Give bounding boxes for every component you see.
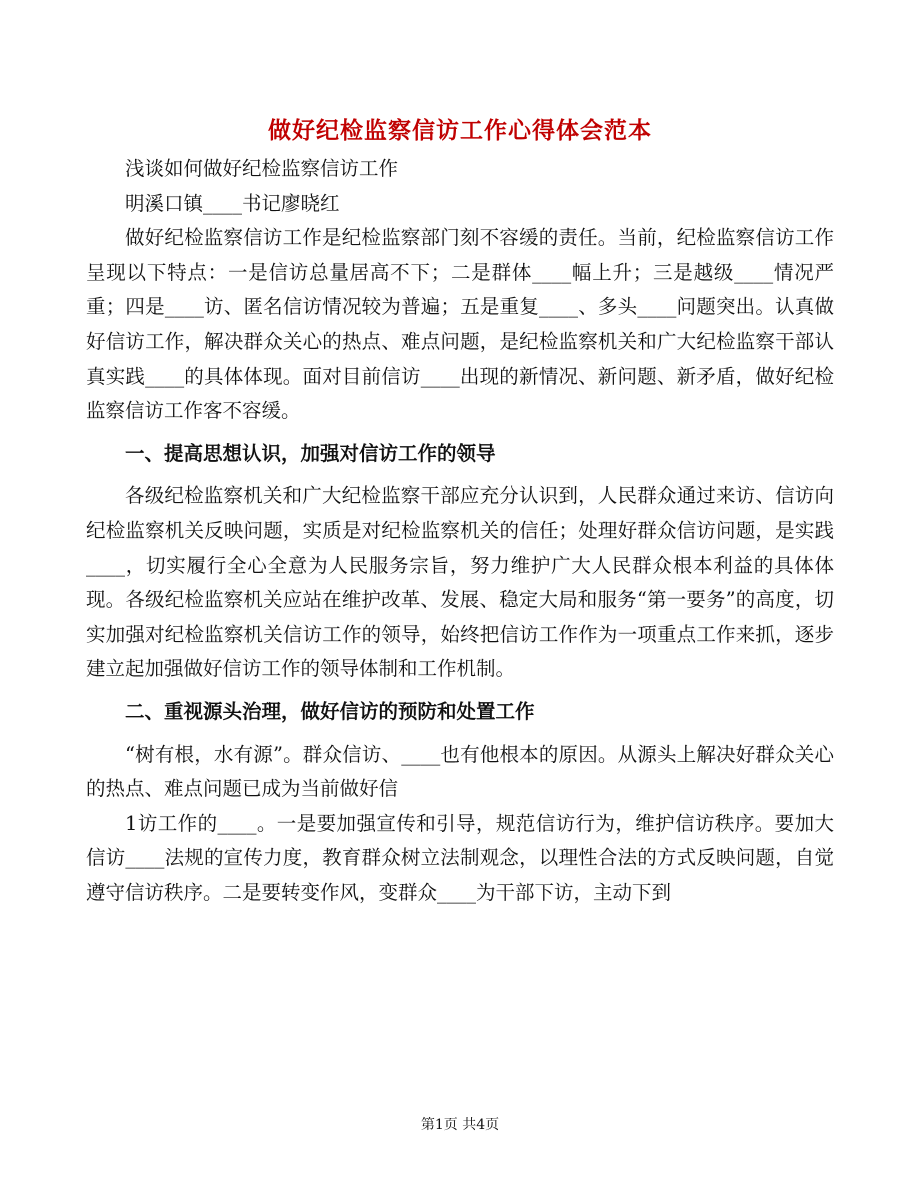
body-paragraph: “树有根，水有源”。群众信访、____也有他根本的原因。从源头上解决好群众关心的热点、难点问题已成为当前做好信 xyxy=(86,742,834,801)
section-heading: 二、重视源头治理，做好信访的预防和处置工作 xyxy=(125,699,535,723)
body-paragraph: 各级纪检监察机关和广大纪检监察干部应充分认识到，人民群众通过来访、信访向纪检监察机关反映问题，实质是对纪检监察机关的信任；处理好群众信访问题，是实践____，切实履行全心全意为人民服务宗旨，努力维护广大人民群众根本利益的具体体现。各级纪检监察机关应站在维护改革、发展、稳定大局和服务“第一要务”的高度，切实加强对纪检监察机关信访工作的领导，始终把信访工作作为一项重点工作来抓，逐步建立起加强做好信访工作的领导体制和工作机制。 xyxy=(86,484,834,681)
section-heading: 一、提高思想认识，加强对信访工作的领导 xyxy=(125,441,496,465)
subtitle: 浅谈如何做好纪检监察信访工作 xyxy=(125,157,399,180)
author-line: 明溪口镇____书记廖晓红 xyxy=(125,191,340,215)
body-paragraph: 1访工作的____。一是要加强宣传和引导，规范信访行为，维护信访秩序。要加大信访____法规的宣传力度，教育群众树立法制观念，以理性合法的方式反映问题，自觉遵守信访秩序。二是要转变作风，变群众____为干部下访，主动下到 xyxy=(86,811,834,904)
document-title: 做好纪检监察信访工作心得体会范本 xyxy=(268,117,652,144)
document-body xyxy=(86,152,834,910)
body-paragraph: 做好纪检监察信访工作是纪检监察部门刻不容缓的责任。当前，纪检监察信访工作呈现以下特点：一是信访总量居高不下；二是群体____幅上升；三是越级____情况严重；四是____访、匿名信访情况较为普遍；五是重复____、多头____问题突出。认真做好信访工作，解决群众关心的热点、难点问题，是纪检监察机关和广大纪检监察干部认真实践____的具体体现。面对目前信访____出现的新情况、新问题、新矛盾，做好纪检监察信访工作客不容缓。 xyxy=(86,226,834,423)
page-footer: 第1页 共4页 xyxy=(420,1117,500,1133)
